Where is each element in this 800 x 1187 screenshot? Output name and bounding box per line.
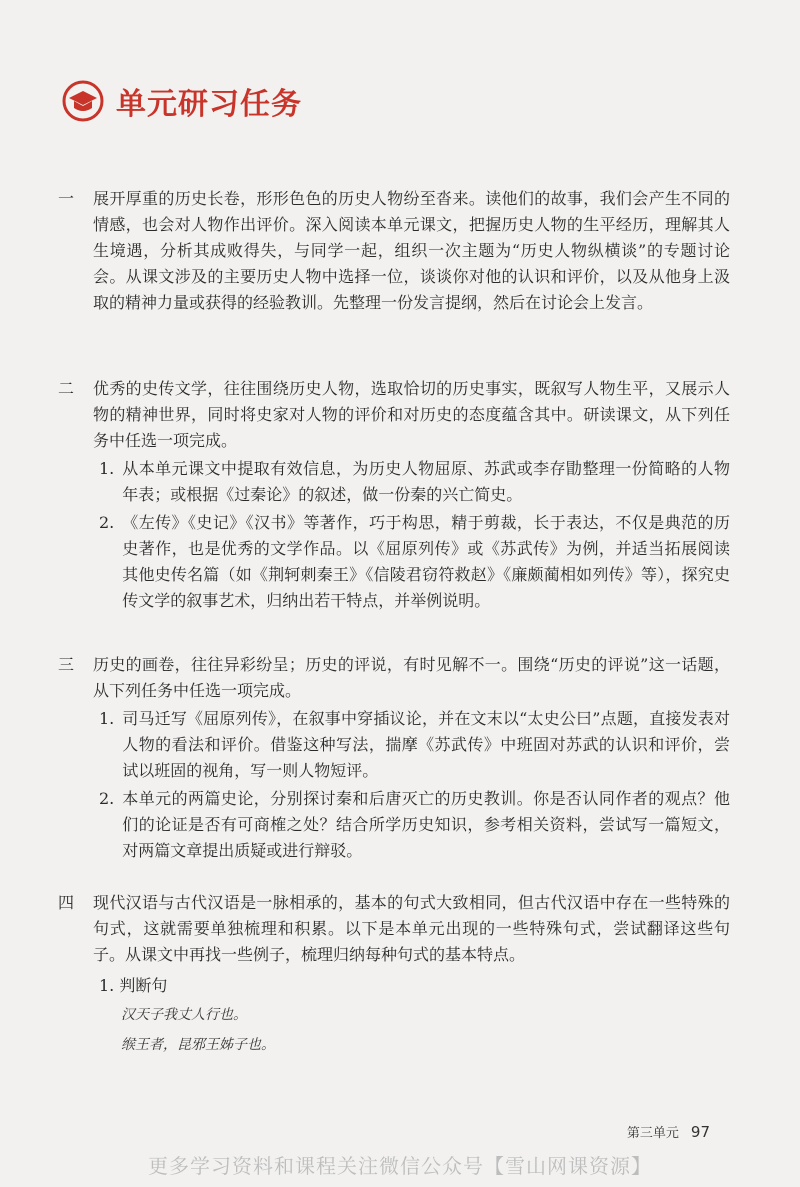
watermark: 更多学习资料和课程关注微信公众号【雪山网课资源】 (148, 1154, 652, 1178)
item-text: 从本单元课文中提取有效信息，为历史人物屈原、苏武或李存勖整理一份简略的人物年表；或根据《过秦论》的叙述，做一份秦的兴亡简史。 (122, 459, 730, 504)
task-item (93, 456, 730, 508)
section-paragraph: 优秀的史传文学，往往围绕历史人物，选取恰切的历史事实，既叙写人物生平，又展示人物的精神世界，同时将史家对人物的评价和对历史的态度蕴含其中。研读课文，从下列任务中任选一项完成。 (93, 379, 730, 450)
section-number: 一 (58, 189, 75, 208)
task-section-3 (58, 652, 730, 864)
item-number: 2. (99, 789, 115, 808)
page-title: 单元研习任务 (116, 87, 302, 122)
section-number: 二 (58, 379, 75, 398)
item-text: 司马迁写《屈原列传》，在叙事中穿插议论，并在文末以“太史公曰”点题，直接发表对人物的看法和评价。借鉴这种写法，揣摩《苏武传》中班固对苏武的认识和评价，尝试以班固的视角，写一则人物短评。 (122, 709, 730, 780)
page-number: 97 (690, 1123, 710, 1141)
section-number: 四 (58, 893, 75, 912)
item-text: 本单元的两篇史论，分别探讨秦和后唐灭亡的历史教训。你是否认同作者的观点？他们的论证是否有可商榷之处？结合所学历史知识，参考相关资料，尝试写一篇短文，对两篇文章提出质疑或进行辩驳。 (122, 789, 730, 860)
item-text: 《左传》《史记》《汉书》等著作，巧于构思，精于剪裁，长于表达，不仅是典范的历史著作，也是优秀的文学作品。以《屈原列传》或《苏武传》为例，并适当拓展阅读其他史传名篇（如《荆轲刺秦王》《信陵君窃符救赵》《廉颇蔺相如列传》等），探究史传文学的叙事艺术，归纳出若干特点，并举例说明。 (122, 513, 730, 610)
task-item (93, 510, 730, 614)
item-number: 2. (99, 513, 115, 532)
section-number: 三 (58, 655, 75, 674)
page-footer (627, 1122, 710, 1141)
task-section-4 (58, 890, 730, 1060)
task-item (93, 706, 730, 784)
graduation-cap-icon (62, 80, 104, 122)
task-section-2 (58, 376, 730, 614)
subsection-heading: 1. 判断句 (99, 976, 168, 995)
section-paragraph: 展开厚重的历史长卷，形形色色的历史人物纷至沓来。读他们的故事，我们会产生不同的情感，也会对人物作出评价。深入阅读本单元课文，把握历史人物的生平经历，理解其人生境遇，分析其成败得失，与同学一起，组织一次主题为“历史人物纵横谈”的专题讨论会。从课文涉及的主要历史人物中选择一位，谈谈你对他的认识和评价，以及从他身上汲取的精神力量或获得的经验教训。先整理一份发言提纲，然后在讨论会上发言。 (93, 189, 730, 312)
section-paragraph: 现代汉语与古代汉语是一脉相承的，基本的句式大致相同，但古代汉语中存在一些特殊的句式，这就需要单独梳理和积累。以下是本单元出现的一些特殊句式，尝试翻译这些句子。从课文中再找一些例子，梳理归纳每种句式的基本特点。 (93, 893, 730, 964)
unit-label: 第三单元 (626, 1126, 679, 1141)
section-paragraph: 历史的画卷，往往异彩纷呈；历史的评说，有时见解不一。围绕“历史的评说”这一话题，从下列任务中任选一项完成。 (93, 655, 730, 700)
item-number: 1. (99, 459, 115, 478)
example-sentence: 汉天子我丈人行也。 (121, 1007, 247, 1023)
example-sentence: 缑王者，昆邪王姊子也。 (121, 1037, 275, 1053)
item-number: 1. (99, 709, 115, 728)
section-header (62, 78, 302, 124)
task-section-1 (58, 186, 730, 316)
task-item (93, 786, 730, 864)
